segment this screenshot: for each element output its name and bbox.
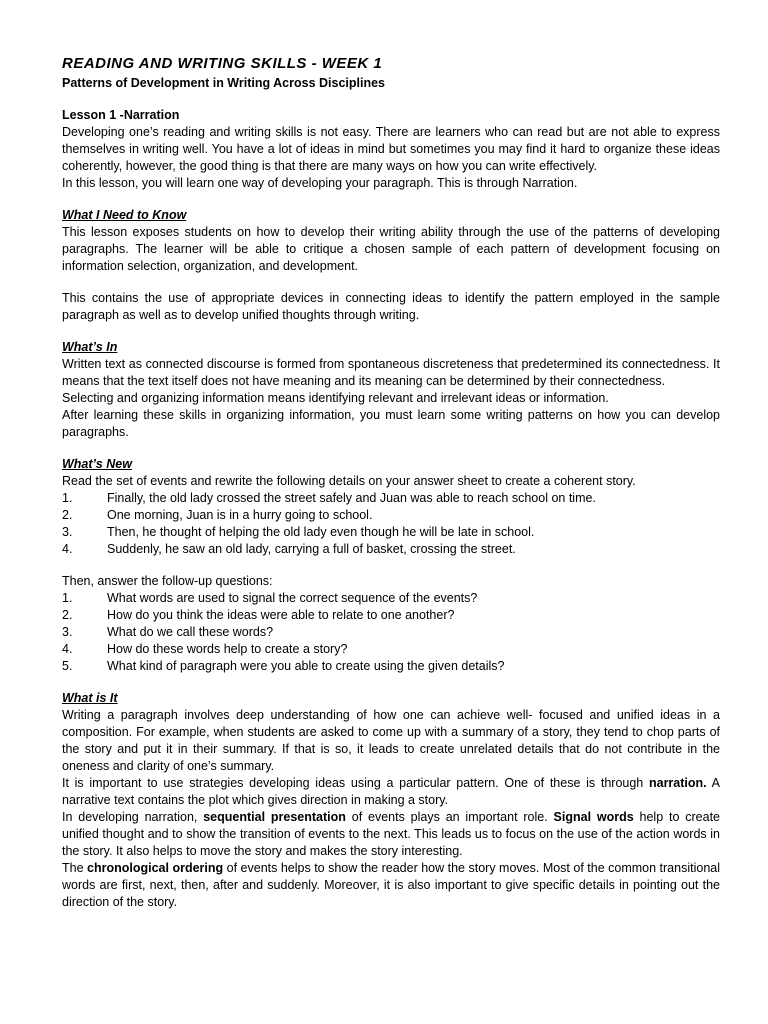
text-run: of events helps to show the reader how the story moves. Most of the common transitional words are first, next, then, after and suddenly. Moreover, it is also important to give specific details in pointing out the direction of the story. bbox=[62, 861, 720, 909]
section-heading-whats-in: What’s In bbox=[62, 340, 118, 354]
what-is-it-paragraph-1: Writing a paragraph involves deep understanding of how one can achieve well- focused and unified ideas in a composition. For example, when students are asked to come up with a summary of a story, they tend to chop parts of the story and put it in their summary. If that is so, it leads to create unrelated details that do not contribute in the oneness and clarity of one’s summary. bbox=[62, 708, 720, 773]
bold-term-chronological-ordering: chronological ordering bbox=[87, 861, 224, 875]
list-text: How do you think the ideas were able to relate to one another? bbox=[107, 608, 455, 622]
bold-term-narration: narration. bbox=[648, 776, 707, 790]
list-number: 1. bbox=[62, 591, 73, 605]
bold-term-signal-words: Signal words bbox=[553, 810, 634, 824]
need-to-know-paragraph-1: This lesson exposes students on how to develop their writing ability through the use of the patterns of developing paragraphs. The learner will be able to critique a chosen sample of each pattern of development focusing on information selection, organization, and development. bbox=[62, 225, 720, 273]
list-item bbox=[62, 590, 720, 607]
list-number: 5. bbox=[62, 659, 73, 673]
text-run: In developing narration, bbox=[62, 810, 204, 824]
list-text: Then, he thought of helping the old lady even though he will be late in school. bbox=[107, 525, 535, 539]
followup-intro: Then, answer the follow-up questions: bbox=[62, 574, 273, 588]
list-number: 3. bbox=[62, 625, 73, 639]
list-item bbox=[62, 524, 720, 541]
list-number: 4. bbox=[62, 642, 73, 656]
document-subtitle: Patterns of Development in Writing Across Disciplines bbox=[62, 76, 385, 90]
what-is-it-paragraph-4 bbox=[62, 860, 720, 911]
list-item bbox=[62, 490, 720, 507]
whats-in-paragraph-2: Selecting and organizing information means identifying relevant and irrelevant ideas or information. bbox=[62, 391, 609, 405]
bold-term-sequential-presentation: sequential presentation bbox=[203, 810, 346, 824]
list-text: What do we call these words? bbox=[107, 625, 274, 639]
text-run: A narrative text contains the plot which gives direction in making a story. bbox=[62, 776, 720, 807]
spacer bbox=[62, 92, 720, 107]
list-number: 3. bbox=[62, 525, 73, 539]
section-heading-whats-new: What’s New bbox=[62, 457, 132, 471]
list-text: One morning, Juan is in a hurry going to school. bbox=[107, 508, 373, 522]
spacer bbox=[62, 275, 720, 290]
list-item bbox=[62, 624, 720, 641]
text-run: of events plays an important role. bbox=[345, 810, 554, 824]
text-run: help to create unified thought and to show the transition of events to the next. This leads us to focus on the use of the action words in the story. It also helps to move the story and makes the story interesting. bbox=[62, 810, 720, 858]
list-item bbox=[62, 607, 720, 624]
what-is-it-paragraph-3 bbox=[62, 809, 720, 860]
document-title: READING AND WRITING SKILLS - WEEK 1 bbox=[62, 55, 383, 72]
list-number: 1. bbox=[62, 491, 73, 505]
list-text: What kind of paragraph were you able to create using the given details? bbox=[107, 659, 505, 673]
spacer bbox=[62, 192, 720, 207]
questions-list bbox=[62, 590, 720, 675]
list-text: How do these words help to create a story? bbox=[107, 642, 348, 656]
section-heading-need-to-know: What I Need to Know bbox=[62, 208, 187, 222]
text-run: It is important to use strategies developing ideas using a particular pattern. One of these is through bbox=[62, 776, 649, 790]
lesson-label: Lesson 1 -Narration bbox=[62, 108, 180, 122]
list-item bbox=[62, 641, 720, 658]
list-text: Suddenly, he saw an old lady, carrying a full of basket, crossing the street. bbox=[107, 542, 516, 556]
list-item bbox=[62, 541, 720, 558]
list-text: Finally, the old lady crossed the street safely and Juan was able to reach school on time. bbox=[107, 491, 596, 505]
spacer bbox=[62, 675, 720, 690]
spacer bbox=[62, 441, 720, 456]
lesson-intro-paragraph: Developing one’s reading and writing skills is not easy. There are learners who can read but are not able to express themselves in writing well. You have a lot of ideas in mind but sometimes you may find it hard to organize these ideas coherently, however, the good thing is that there are many ways on how you can write effectively. bbox=[62, 125, 720, 173]
list-number: 2. bbox=[62, 608, 73, 622]
list-number: 4. bbox=[62, 542, 73, 556]
whats-in-paragraph-3: After learning these skills in organizing information, you must learn some writing patterns on how you can develop paragraphs. bbox=[62, 408, 720, 439]
spacer bbox=[62, 324, 720, 339]
need-to-know-paragraph-2: This contains the use of appropriate devices in connecting ideas to identify the pattern employed in the sample paragraph as well as to develop unified thoughts through writing. bbox=[62, 291, 720, 322]
list-number: 2. bbox=[62, 508, 73, 522]
list-text: What words are used to signal the correct sequence of the events? bbox=[107, 591, 478, 605]
list-item bbox=[62, 507, 720, 524]
list-item bbox=[62, 658, 720, 675]
whats-in-paragraph-1: Written text as connected discourse is formed from spontaneous discreteness that predetermined its connectedness. It means that the text itself does not have meaning and its meaning can be determined by their connectedness. bbox=[62, 357, 720, 388]
whats-new-instruction: Read the set of events and rewrite the following details on your answer sheet to create a coherent story. bbox=[62, 474, 636, 488]
text-run: The bbox=[62, 861, 88, 875]
lesson-intro-paragraph-2: In this lesson, you will learn one way of developing your paragraph. This is through Narration. bbox=[62, 176, 578, 190]
events-list bbox=[62, 490, 720, 558]
spacer bbox=[62, 558, 720, 573]
section-heading-what-is-it: What is It bbox=[62, 691, 118, 705]
what-is-it-paragraph-2 bbox=[62, 775, 720, 809]
